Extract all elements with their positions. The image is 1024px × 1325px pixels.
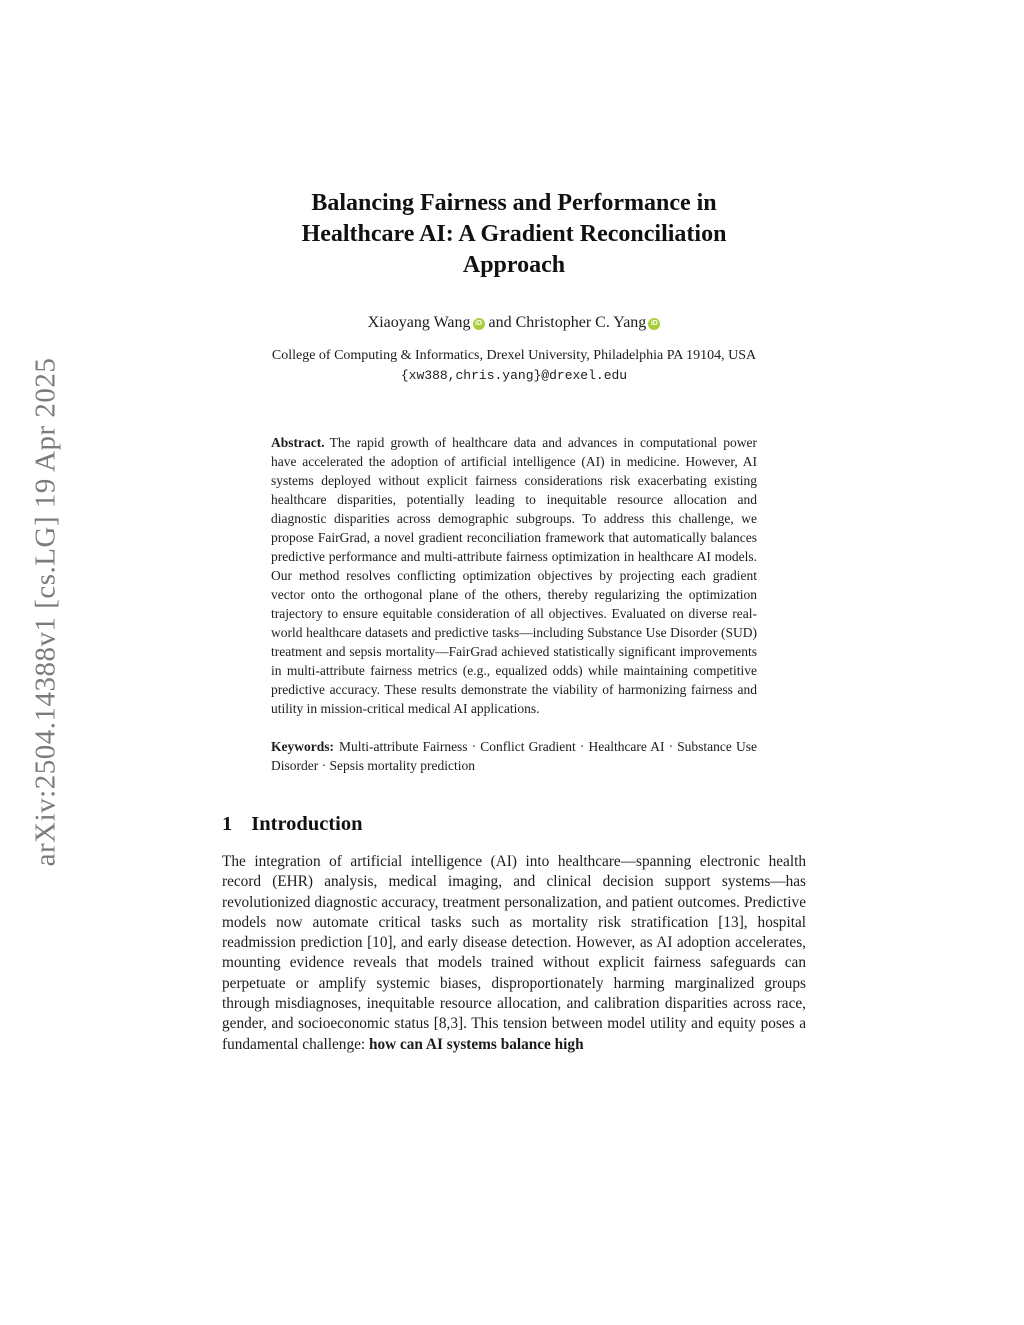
author-separator: and xyxy=(488,314,512,331)
paper-title-line-2: Healthcare AI: A Gradient Reconciliation xyxy=(301,221,727,247)
abstract xyxy=(271,433,757,718)
introduction-text: The integration of artificial intelligence (AI) into healthcare—spanning electronic health record (EHR) analysis, medical imaging, and clinical decision support systems—has revolutionized diagnostic accuracy, treatment personalization, and patient outcomes. Predictive models now automate critical tasks such as mortality risk stratification [13], hospital readmission prediction [10], and early disease detection. However, as AI adoption accelerates, mounting evidence reveals that models trained without explicit fairness safeguards can perpetuate or amplify systemic biases, disproportionately harming marginalized groups through misdiagnoses, inequitable resource allocation, and calibration disparities across race, gender, and socioeconomic status [8,3]. This tension between model utility and equity poses a fundamental challenge: xyxy=(222,853,806,1053)
section-number: 1 xyxy=(222,813,233,835)
orcid-icon: iD xyxy=(648,318,660,330)
orcid-icon: iD xyxy=(473,318,485,330)
section-title: Introduction xyxy=(251,813,363,835)
abstract-text: The rapid growth of healthcare data and advances in computational power have accelerated the adoption of artificial intelligence (AI) in medicine. However, AI systems deployed without explicit fairness considerations risk exacerbating existing healthcare disparities, potentially leading to inequitable resource allocation and diagnostic disparities across demographic subgroups. To address this challenge, we propose FairGrad, a novel gradient reconciliation framework that automatically balances predictive performance and multi-attribute fairness optimization in healthcare AI models. Our method resolves conflicting optimization objectives by projecting each gradient vector onto the orthogonal plane of the others, thereby regularizing the optimization trajectory to ensure equitable consideration of all objectives. Evaluated on diverse real-world healthcare datasets and predictive tasks—including Substance Use Disorder (SUD) treatment and sepsis mortality—FairGrad achieved statistically significant improvements in multi-attribute fairness metrics (e.g., equalized odds) while maintaining competitive predictive accuracy. These results demonstrate the viability of harmonizing fairness and utility in mission-critical medical AI applications. xyxy=(271,435,757,716)
paper-title-line-3: Approach xyxy=(462,252,566,278)
author-line xyxy=(222,314,806,332)
introduction-bold-question: how can AI systems balance high xyxy=(368,1035,584,1053)
author-name-1: Xiaoyang Wang xyxy=(367,314,471,331)
author-name-2: Christopher C. Yang xyxy=(515,314,647,331)
paper-title xyxy=(222,188,806,281)
abstract-label: Abstract. xyxy=(271,435,325,450)
introduction-paragraph xyxy=(222,852,806,1055)
paper-title-line-1: Balancing Fairness and Performance in xyxy=(311,190,717,216)
contact-email: {xw388,chris.yang}@drexel.edu xyxy=(400,368,628,383)
keywords xyxy=(271,737,757,775)
affiliation-line: College of Computing & Informatics, Drexel University, Philadelphia PA 19104, USA xyxy=(271,348,757,363)
arxiv-watermark: arXiv:2504.14388v1 [cs.LG] 19 Apr 2025 xyxy=(29,357,62,867)
keywords-text: Multi-attribute Fairness · Conflict Gradient · Healthcare AI · Substance Use Disorder · Sepsis mortality prediction xyxy=(271,739,757,773)
section-heading-introduction xyxy=(222,813,806,836)
paper-content xyxy=(222,0,806,1055)
keywords-label: Keywords: xyxy=(271,739,334,754)
